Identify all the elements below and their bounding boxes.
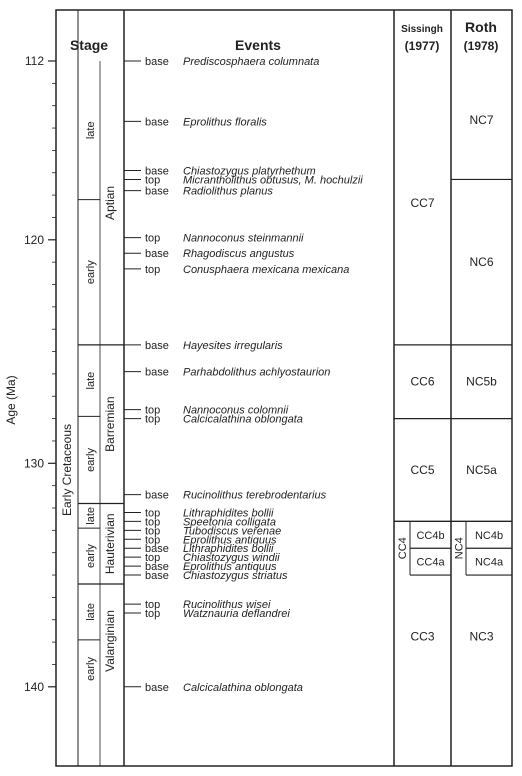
zone-label: CC3 <box>410 629 435 644</box>
substage-label: early <box>85 260 97 285</box>
event-name: Chiastozygus platyrhethum <box>183 165 316 178</box>
event-type: top <box>145 507 161 520</box>
zone-parent-label: NC4 <box>453 537 466 560</box>
age-tick-label: 112 <box>24 54 44 68</box>
zone-label: NC7 <box>469 113 494 128</box>
event-name: Eprolithus floralis <box>183 116 267 129</box>
event-name: Conusphaera mexicana mexicana <box>183 263 350 276</box>
event-name: Speetonia colligata <box>183 516 276 529</box>
age-tick-label: 120 <box>23 232 44 247</box>
zone-label: CC4a <box>416 556 445 569</box>
zone-label: NC4a <box>474 556 504 569</box>
event-type: base <box>145 248 169 261</box>
event-type: base <box>145 116 169 129</box>
event-type: top <box>145 599 161 612</box>
zone-label: NC6 <box>469 255 494 270</box>
roth-year: (1978) <box>463 39 499 53</box>
substage-label: early <box>85 544 97 568</box>
stage-header: Stage <box>69 37 109 53</box>
event-name: Micrantholithus obtusus, M. hochulzii <box>183 174 363 187</box>
zone-label: NC5a <box>466 463 497 478</box>
event-name: Rhagodiscus angustus <box>183 248 295 261</box>
zone-label: CC5 <box>410 463 435 478</box>
zone-label: NC3 <box>469 629 494 644</box>
substage-label: late <box>85 121 97 140</box>
events-column <box>124 56 363 694</box>
era-label: Early Cretaceous <box>60 423 74 517</box>
event-name: Radiolithus planus <box>183 185 273 198</box>
stage-label: Hauterivian <box>103 513 117 575</box>
roth-zones <box>451 113 512 643</box>
event-type: top <box>145 525 161 538</box>
event-name: Chiastozygus striatus <box>183 570 288 583</box>
stage-column <box>78 61 124 766</box>
stage-label: Valanginian <box>103 610 117 672</box>
event-type: top <box>145 404 161 417</box>
axis-title: Age (Ma) <box>4 375 18 425</box>
age-tick-label: 140 <box>23 679 44 694</box>
event-type: base <box>145 366 169 379</box>
event-type: base <box>145 489 169 502</box>
event-type: top <box>145 263 161 276</box>
event-type: top <box>145 232 161 245</box>
substage-label: late <box>85 603 97 621</box>
event-name: Nannoconus steinmannii <box>183 232 304 245</box>
event-name: Parhabdolithus achlyostaurion <box>183 366 331 379</box>
event-name: Watznauria deflandrei <box>183 608 290 621</box>
substage-label: late <box>85 506 97 525</box>
event-type: base <box>145 165 169 178</box>
zone-label: CC6 <box>410 374 435 389</box>
event-type: top <box>145 552 161 565</box>
sissingh-zones <box>394 196 451 644</box>
event-type: base <box>145 56 169 68</box>
events-header: Events <box>235 37 281 53</box>
substage-label: early <box>85 656 97 681</box>
event-type: base <box>145 339 169 352</box>
age-axis <box>24 54 56 694</box>
event-type: top <box>145 608 161 621</box>
sissingh-year: (1977) <box>404 39 440 53</box>
event-name: Rucinolithus wisei <box>183 599 271 612</box>
event-type: base <box>145 543 169 556</box>
event-name: Lithraphidites bollii <box>183 507 274 520</box>
event-name: Lithraphidites bollii <box>183 543 274 556</box>
event-name: Hayesites irregularis <box>183 339 283 352</box>
event-type: base <box>145 681 169 694</box>
zone-label: CC7 <box>410 195 435 210</box>
event-name: Rucinolithus terebrodentarius <box>183 489 327 502</box>
event-name: Eprolithus antiquus <box>183 534 277 547</box>
event-type: base <box>145 561 169 574</box>
event-type: top <box>145 534 161 547</box>
event-name: Eprolithus antiquus <box>183 561 277 574</box>
zone-label: NC5b <box>466 374 497 389</box>
roth-header: Roth <box>465 19 497 35</box>
zone-parent-label: CC4 <box>397 537 409 560</box>
event-name: Calcicalathina oblongata <box>183 413 303 426</box>
substage-label: late <box>85 371 97 390</box>
zone-label: CC4b <box>416 529 445 542</box>
stage-label: Barremian <box>103 396 117 452</box>
event-name: Calcicalathina oblongata <box>183 681 303 694</box>
stage-label: Aptian <box>103 185 117 220</box>
event-type: top <box>145 174 161 187</box>
sissingh-header: Sissingh <box>401 24 443 35</box>
event-name: Prediscosphaera columnata <box>183 56 320 68</box>
event-name: Nannoconus colomnii <box>183 404 289 417</box>
age-tick-label: 130 <box>23 456 44 471</box>
substage-label: early <box>85 448 97 472</box>
event-type: base <box>145 570 169 583</box>
zone-label: NC4b <box>474 529 504 542</box>
event-type: top <box>145 516 161 529</box>
event-name: Tubodiscus verenae <box>183 525 282 538</box>
event-type: base <box>145 185 169 198</box>
event-name: Chiastozygus windii <box>183 552 280 565</box>
event-type: top <box>145 413 161 426</box>
